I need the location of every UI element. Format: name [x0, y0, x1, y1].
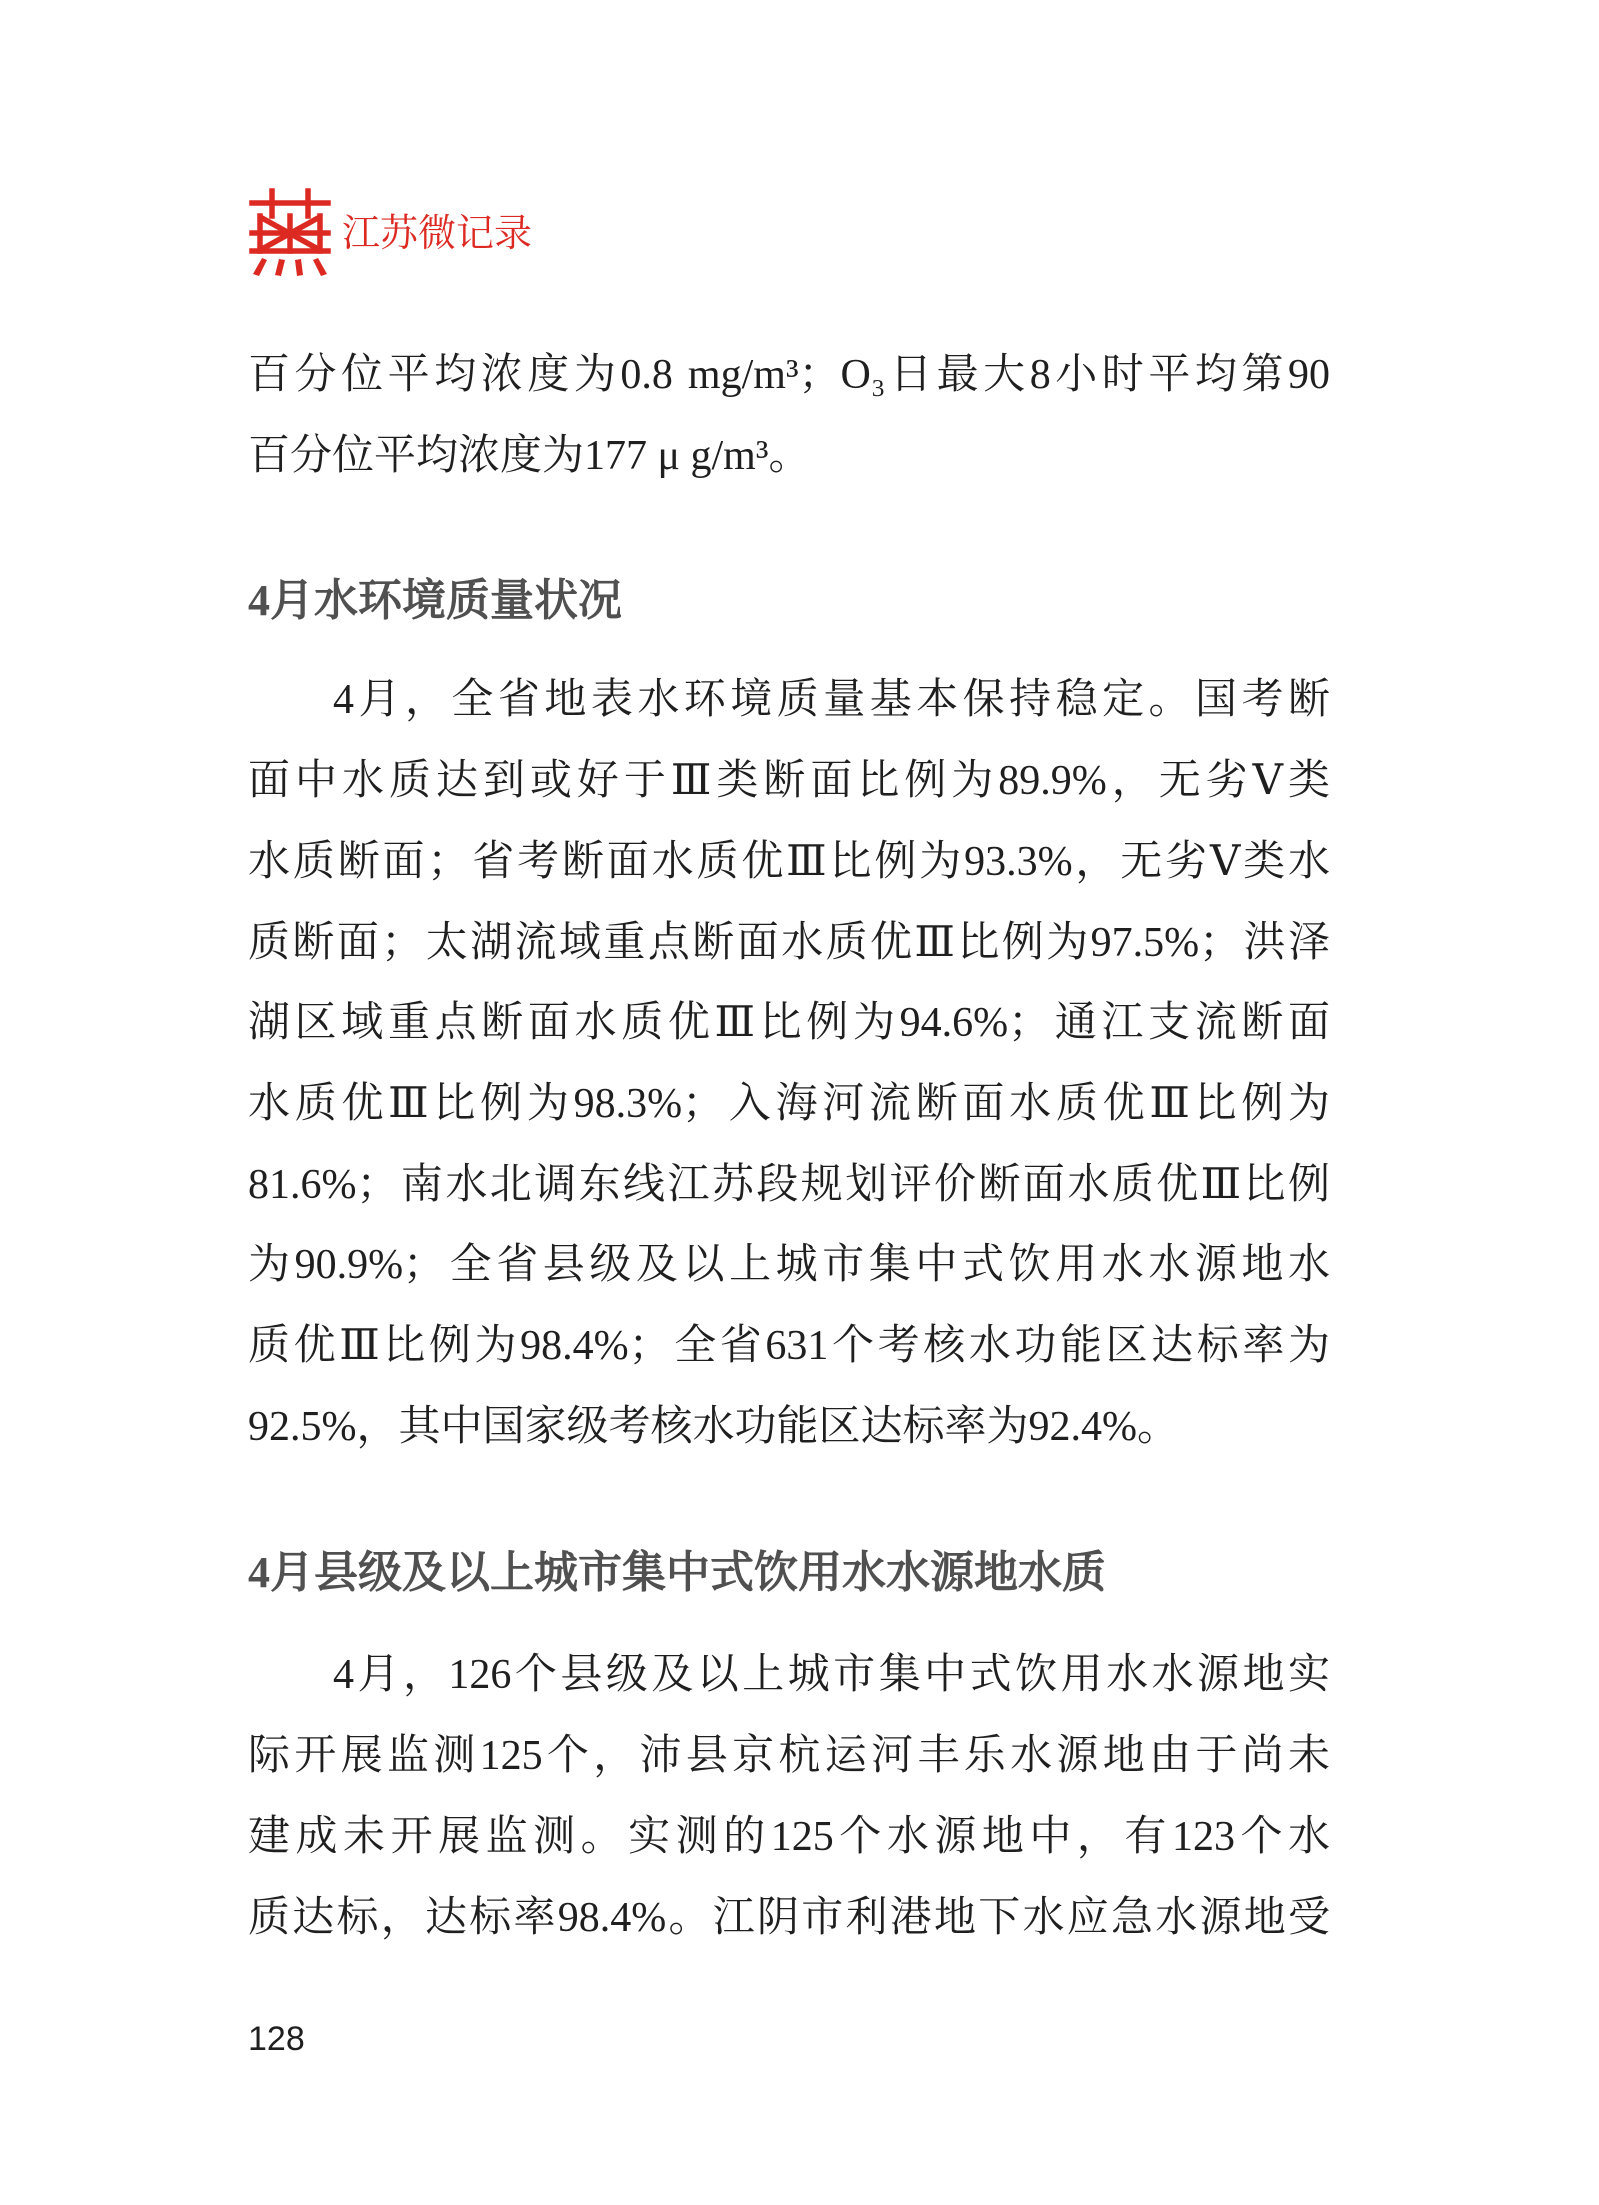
paragraph-line: 际开展监测125个，沛县京杭运河丰乐水源地由于尚未 — [248, 1733, 1330, 1780]
water-environment-paragraph — [248, 660, 1330, 1467]
intro-paragraph — [248, 335, 1330, 496]
paragraph-line: 81.6%；南水北调东线江苏段规划评价断面水质优Ⅲ比例 — [248, 1161, 1330, 1208]
paragraph-line: 质优Ⅲ比例为98.4%；全省631个考核水功能区达标率为 — [248, 1323, 1330, 1370]
section-heading-drinking-water: 4月县级及以上城市集中式饮用水水源地水质 — [248, 1548, 1106, 1598]
paragraph-line: 92.5%，其中国家级考核水功能区达标率为92.4%。 — [248, 1403, 1179, 1450]
section-heading-water-environment: 4月水环境质量状况 — [248, 576, 622, 626]
paragraph-line: 质达标，达标率98.4%。江阴市利港地下水应急水源地受 — [248, 1894, 1330, 1941]
document-body — [248, 335, 1330, 1958]
paragraph-line: 4月，126个县级及以上城市集中式饮用水水源地实 — [333, 1652, 1330, 1699]
paragraph-line: 百分位平均浓度为0.8 mg/m³；O₃日最大8小时平均第90 — [248, 352, 1330, 398]
brand-title: 江苏微记录 — [342, 211, 533, 255]
paragraph-line: 为90.9%；全省县级及以上城市集中式饮用水水源地水 — [248, 1242, 1330, 1289]
paragraph-line: 4月，全省地表水环境质量基本保持稳定。国考断 — [333, 677, 1330, 724]
drinking-water-paragraph — [248, 1635, 1330, 1958]
paragraph-line: 百分位平均浓度为177 μ g/m³。 — [248, 432, 811, 479]
paragraph-line: 水质优Ⅲ比例为98.3%；入海河流断面水质优Ⅲ比例为 — [248, 1080, 1330, 1127]
jiangsu-seal-logo-icon — [248, 188, 332, 276]
page-number: 128 — [248, 2020, 305, 2058]
paragraph-line: 质断面；太湖流域重点断面水质优Ⅲ比例为97.5%；洪泽 — [248, 919, 1330, 966]
paragraph-line: 面中水质达到或好于Ⅲ类断面比例为89.9%，无劣Ⅴ类 — [248, 758, 1330, 805]
paragraph-line: 建成未开展监测。实测的125个水源地中，有123个水 — [248, 1813, 1330, 1860]
paragraph-line: 湖区域重点断面水质优Ⅲ比例为94.6%；通江支流断面 — [248, 1000, 1330, 1047]
paragraph-line: 水质断面；省考断面水质优Ⅲ比例为93.3%，无劣Ⅴ类水 — [248, 838, 1330, 885]
